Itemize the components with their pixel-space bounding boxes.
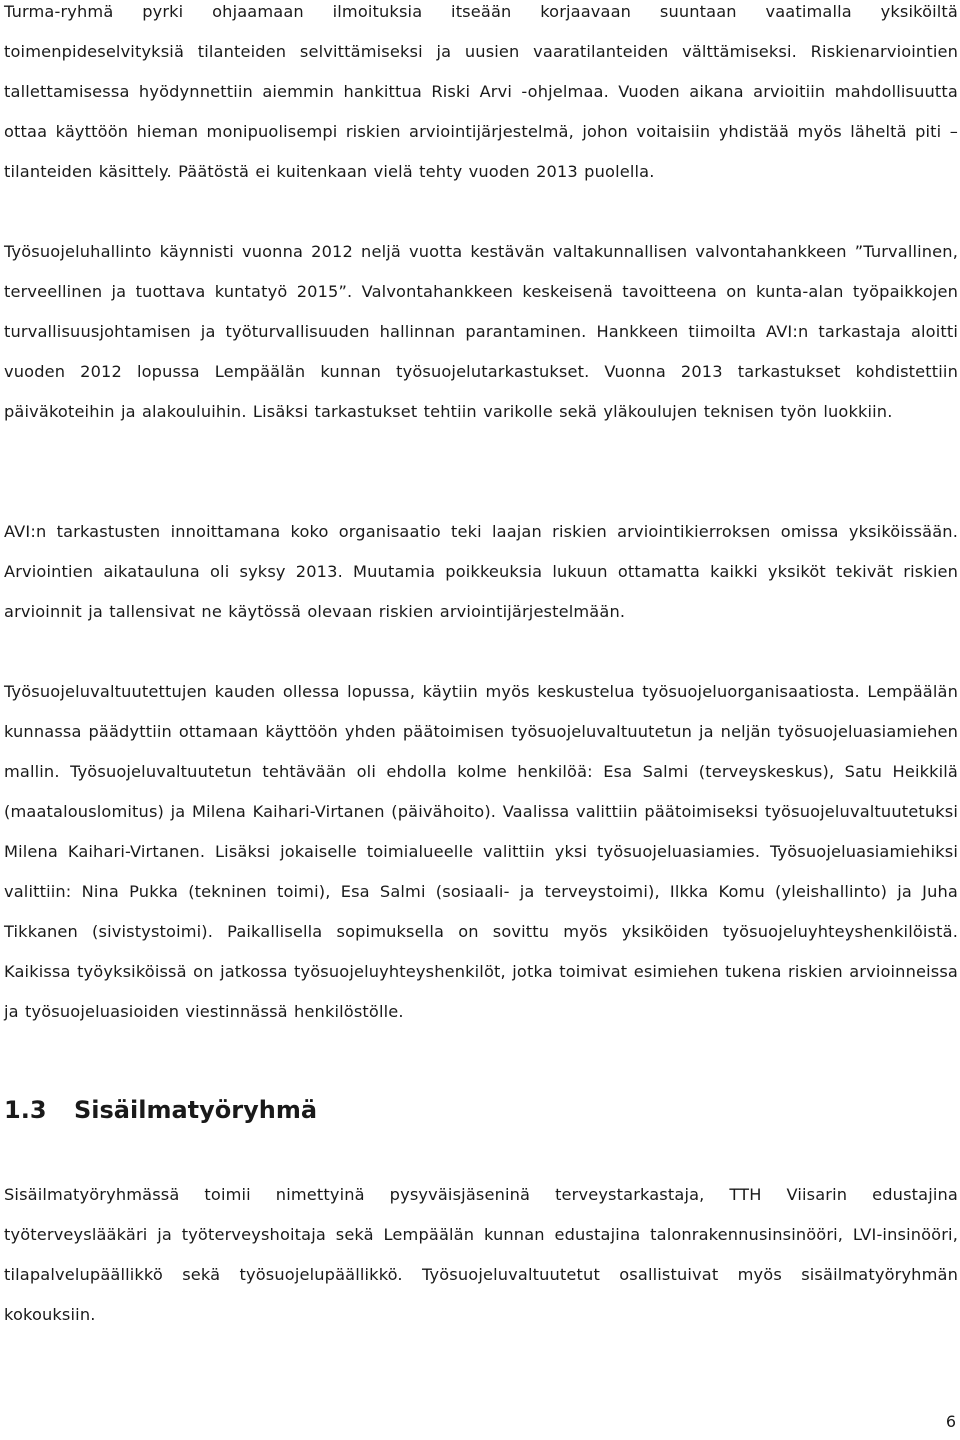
section-heading (4, 1090, 317, 1130)
paragraph-supervision-project: Työsuojeluhallinto käynnisti vuonna 2012 neljä vuotta kestävän valtakunnallisen valvontahankkeen ”Turvallinen, terveellinen ja tuottava kuntatyö 2015”. Valvontahankkeen keskeisenä tavoitteena on kunta-alan työpaikkojen turvallisuusjohtamisen ja työturvallisuuden hallinnan parantaminen. Hankkeen tiimoilta AVI:n tarkastaja aloitti vuoden 2012 lopussa Lempäälän kunnan työsuojelutarkastukset. Vuonna 2013 tarkastukset kohdistettiin päiväkoteihin ja alakouluihin. Lisäksi tarkastukset tehtiin varikolle sekä yläkoulujen teknisen työn luokkiin. (4, 242, 958, 421)
paragraph-indoor-air-group: Sisäilmatyöryhmässä toimii nimettyinä pysyväisjäseninä terveystarkastaja, TTH Viisarin edustajina työterveyslääkäri ja työterveyshoitaja sekä Lempäälän kunnan edustajina talonrakennusinsinööri, LVI-insinööri, tilapalvelupäällikkö sekä työsuojelupäällikkö. Työsuojeluvaltuutetut osallistuivat myös sisäilmatyöryhmän kokouksiin. (4, 1185, 958, 1324)
page-number: 6 (945, 1412, 956, 1431)
paragraph-risk-assessment: AVI:n tarkastusten innoittamana koko organisaatio teki laajan riskien arviointikierroksen omissa yksiköissään. Arviointien aikatauluna oli syksy 2013. Muutamia poikkeuksia lukuun ottamatta kaikki yksiköt tekivät riskien arvioinnit ja tallensivat ne käytössä olevaan riskien arviointijärjestelmään. (4, 522, 958, 621)
paragraph-turma-group: Turma-ryhmä pyrki ohjaamaan ilmoituksia itseään korjaavaan suuntaan vaatimalla yksiköiltä toimenpideselvityksiä tilanteiden selvittämiseksi ja uusien vaaratilanteiden välttämiseksi. Riskienarviointien tallettamisessa hyödynnettiin aiemmin hankittua Riski Arvi -ohjelmaa. Vuoden aikana arvioitiin mahdollisuutta ottaa käyttöön hieman monipuolisempi riskien arviointijärjestelmä, johon voitaisiin yhdistää myös läheltä piti –tilanteiden käsittely. Päätöstä ei kuitenkaan vielä tehty vuoden 2013 puolella. (4, 2, 958, 181)
paragraph-safety-representatives: Työsuojeluvaltuutettujen kauden ollessa lopussa, käytiin myös keskustelua työsuojeluorganisaatiosta. Lempäälän kunnassa päädyttiin ottamaan käyttöön yhden päätoimisen työsuojeluvaltuutetun ja neljän työsuojeluasiamiehen mallin. Työsuojeluvaltuutetun tehtävään oli ehdolla kolme henkilöä: Esa Salmi (terveyskeskus), Satu Heikkilä (maatalouslomitus) ja Milena Kaihari-Virtanen (päivähoito). Vaalissa valittiin päätoimiseksi työsuojeluvaltuutetuksi Milena Kaihari-Virtanen. Lisäksi jokaiselle toimialueelle valittiin yksi työsuojeluasiamies. Työsuojeluasiamiehiksi valittiin: Nina Pukka (tekninen toimi), Esa Salmi (sosiaali- ja terveystoimi), Ilkka Komu (yleishallinto) ja Juha Tikkanen (sivistystoimi). Paikallisella sopimuksella on sovittu myös yksiköiden työsuojeluyhteyshenkilöistä. Kaikissa työyksiköissä on jatkossa työsuojeluyhteyshenkilöt, jotka toimivat esimiehen tukena riskien arvioinneissa ja työsuojeluasioiden viestinnässä henkilöstölle. (4, 682, 958, 1021)
section-title: Sisäilmatyöryhmä (74, 1096, 318, 1124)
section-number: 1.3 (4, 1096, 47, 1124)
